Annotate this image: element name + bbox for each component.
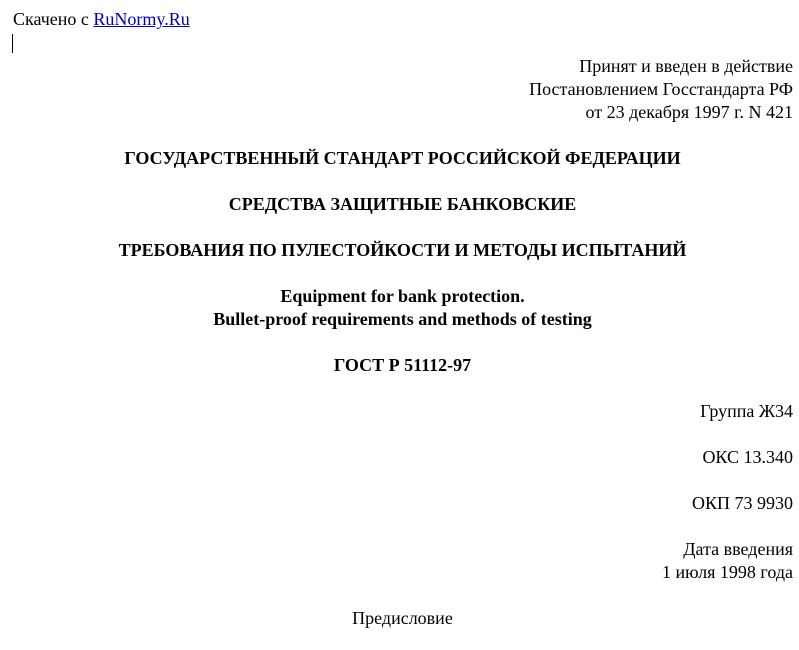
state-standard-heading: ГОСУДАРСТВЕННЫЙ СТАНДАРТ РОССИЙСКОЙ ФЕДЕРАЦИИ (124, 148, 681, 168)
okp-code: ОКП 73 9930 (691, 493, 793, 513)
effective-date-block (662, 538, 793, 584)
text-cursor (12, 34, 13, 53)
standard-code: ГОСТ Р 51112-97 (333, 355, 472, 375)
requirements-heading: ТРЕБОВАНИЯ ПО ПУЛЕСТОЙКОСТИ И МЕТОДЫ ИСПЫТАНИЙ (118, 240, 687, 260)
english-title-line-1: Equipment for bank protection. (280, 286, 525, 306)
adoption-line-2: Постановлением Госстандарта РФ (529, 79, 793, 99)
adoption-line-1: Принят и введен в действие (579, 56, 793, 76)
source-prefix: Скачено с (13, 9, 94, 29)
adoption-block (529, 55, 793, 124)
adoption-line-3: от 23 декабря 1997 г. N 421 (585, 102, 793, 122)
subject-heading: СРЕДСТВА ЗАЩИТНЫЕ БАНКОВСКИЕ (228, 194, 577, 214)
effective-date-label: Дата введения (683, 539, 793, 559)
oks-code: ОКС 13.340 (702, 447, 793, 467)
source-link[interactable]: RuNormy.Ru (93, 9, 190, 29)
english-title-line-2: Bullet-proof requirements and methods of testing (213, 309, 592, 329)
effective-date-value: 1 июля 1998 года (662, 562, 793, 582)
group-code: Группа Ж34 (700, 401, 793, 421)
source-line (13, 8, 190, 31)
foreword-heading: Предисловие (352, 608, 453, 628)
english-title (0, 285, 799, 331)
